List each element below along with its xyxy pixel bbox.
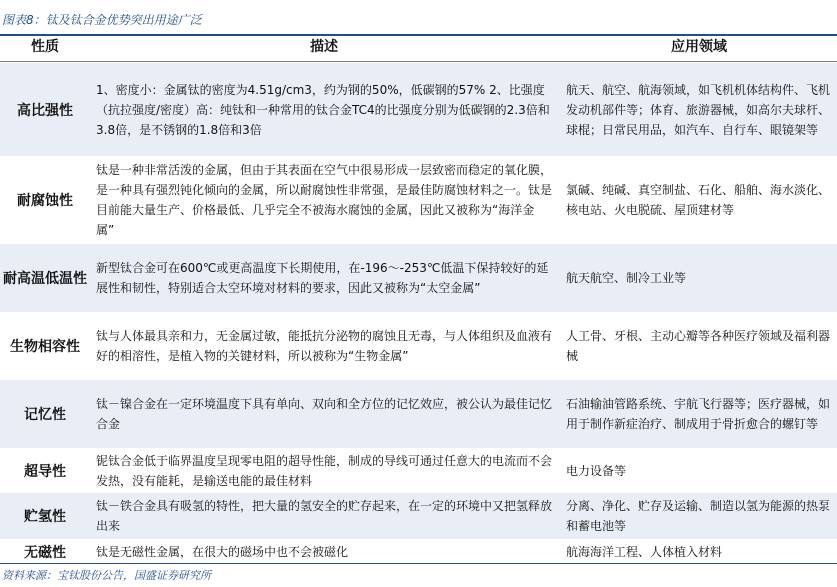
figure-title: 图表8：钛及钛合金优势突出用途广泛 <box>2 13 202 27</box>
property-cell: 高比强性 <box>17 102 73 119</box>
application-cell: 航天航空、制冷工业等 <box>566 271 687 285</box>
header-application: 应用领域 <box>671 39 727 55</box>
bottom-rule <box>0 563 837 564</box>
table-row <box>0 157 837 243</box>
description-cell: 1、密度小：金属钛的密度为4.51g/cm3，约为钢的50%，低碳钢的57% 2、比强度（抗拉强度/密度）高：纯钛和一种常用的钛合金TC4的比强度分别为低碳钢的2.3倍和3.8倍，是不锈钢的1.8倍和3倍 <box>96 82 550 137</box>
description-cell: 钛是一种非常活泼的金属，但由于其表面在空气中很易形成一层致密而稳定的氧化膜，是一种具有强烈钝化倾向的金属，所以耐腐蚀性非常强，是最佳防腐蚀材料之一。钛是目前能大量生产、价格最低、几乎完全不被海水腐蚀的金属，因此又被称为“海洋金属” <box>96 163 553 237</box>
property-cell: 耐高温低温性 <box>3 271 87 287</box>
property-cell: 生物相容性 <box>10 339 80 355</box>
header-description: 描述 <box>310 39 338 55</box>
application-cell: 氯碱、纯碱、真空制盐、石化、船舶、海水淡化、核电站、火电脱硫、屋顶建材等 <box>566 183 831 217</box>
header-rule <box>0 61 837 62</box>
table-row <box>0 380 837 448</box>
description-cell: 钛是无磁性金属，在很大的磁场中也不会被磁化 <box>96 544 349 559</box>
header-property: 性质 <box>31 39 59 55</box>
table-row <box>0 540 837 563</box>
table-row <box>0 63 837 156</box>
table-row <box>0 244 837 312</box>
description-cell: 铌钛合金低于临界温度呈现零电阻的超导性能，制成的导线可通过任意大的电流而不会发热，没有能耗，是输送电能的最佳材料 <box>96 453 553 488</box>
application-cell: 航海海洋工程、人体植入材料 <box>566 544 723 559</box>
description-cell: 新型钛合金可在600℃或更高温度下长期使用，在-196～-253℃低温下保持较好的延展性和韧性，特别适合太空环境对材料的要求，因此又被称为“太空金属” <box>96 261 549 295</box>
application-cell: 航天、航空、航海领域，如飞机机体结构件、飞机发动机部件等；体育、旅游器械，如高尔夫球杆、球棍；日常民用品，如汽车、自行车、眼镜架等 <box>566 82 831 137</box>
application-cell: 电力设备等 <box>566 463 627 478</box>
application-cell: 分离、净化、贮存及运输、制造以氢为能源的热泵和蓄电池等 <box>566 499 831 533</box>
property-cell: 超导性 <box>24 463 66 480</box>
property-cell: 贮氢性 <box>24 509 66 525</box>
application-cell: 石油输油管路系统、宇航飞行器等；医疗器械，如用于制作新症治疗、制成用于骨折愈合的螺钉等 <box>566 397 831 431</box>
description-cell: 钛－镍合金在一定环境温度下具有单向、双向和全方位的记忆效应，被公认为最佳记忆合金 <box>96 397 553 431</box>
property-cell: 记忆性 <box>24 407 66 423</box>
table-row <box>0 313 837 379</box>
description-cell: 钛－铁合金具有吸氢的特性，把大量的氢安全的贮存起来，在一定的环境中又把氢释放出来 <box>96 499 553 533</box>
table-row <box>0 449 837 492</box>
application-cell: 人工骨、牙根、主动心瓣等各种医疗领域及福利器械 <box>566 329 831 363</box>
source-note: 资料来源：宝钛股份公告，国盛证券研究所 <box>2 569 211 582</box>
table-row <box>0 493 837 539</box>
property-cell: 耐腐蚀性 <box>17 193 73 209</box>
property-cell: 无磁性 <box>24 544 66 561</box>
description-cell: 钛与人体最具亲和力，无金属过敏，能抵抗分泌物的腐蚀且无毒，与人体组织及血液有好的相溶性，是植入物的关键材料，所以被称为“生物金属” <box>96 329 553 363</box>
